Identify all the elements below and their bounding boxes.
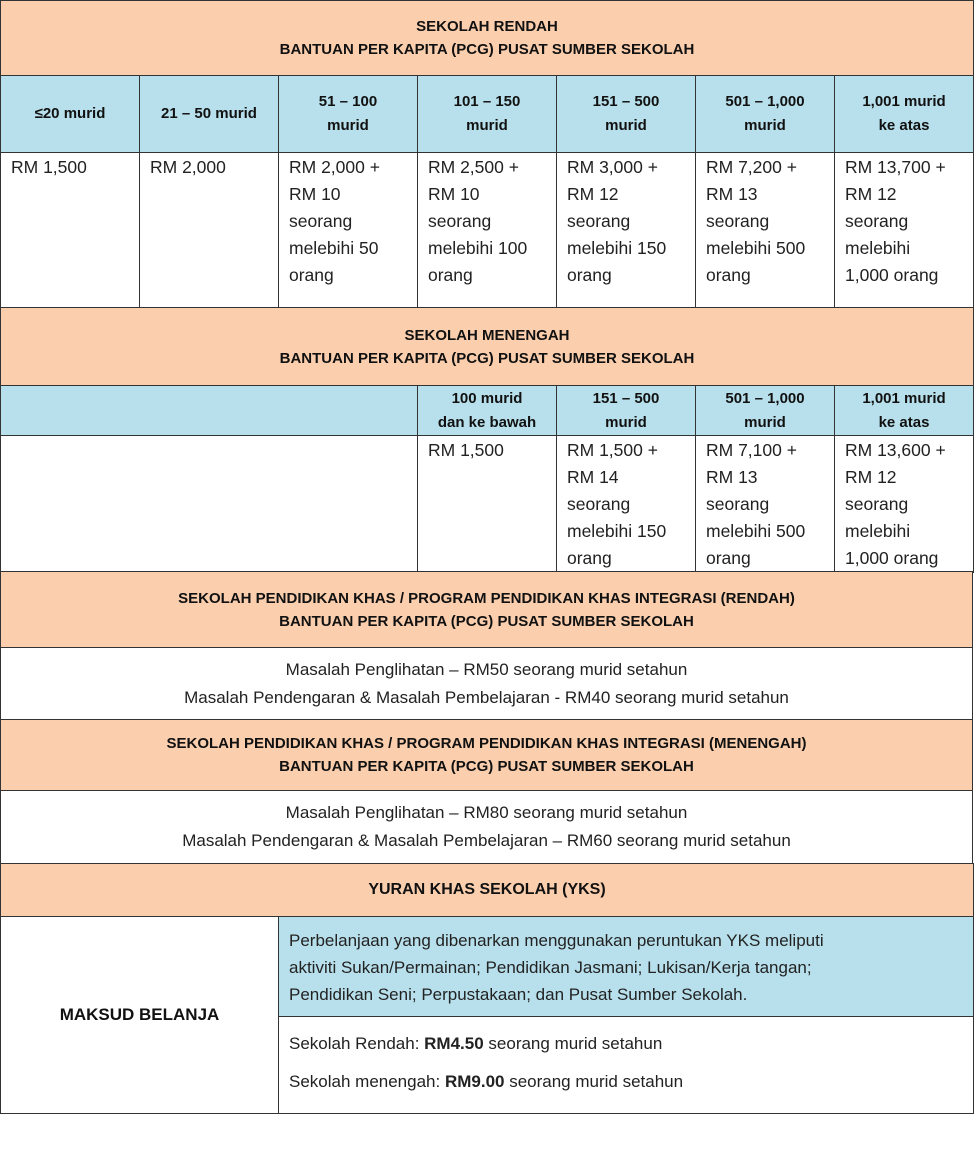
rendah-col-header: 51 – 100 murid (279, 76, 418, 153)
menengah-col-header: 151 – 500 murid (557, 386, 696, 436)
menengah-title: SEKOLAH MENENGAH (404, 326, 570, 344)
khas-menengah-line2: Masalah Pendengaran & Masalah Pembelajaran – RM60 seorang murid setahun (182, 831, 791, 850)
menengah-value-cell: RM 1,500 + RM 14 seorang melebihi 150 orang (557, 436, 696, 573)
khas-menengah-line1: Masalah Penglihatan – RM80 seorang murid setahun (285, 803, 688, 822)
rendah-col-header: 501 – 1,000 murid (696, 76, 835, 153)
yks-rates (279, 1017, 974, 1114)
rendah-col-header: 151 – 500 murid (557, 76, 696, 153)
khas-rendah-subtitle: BANTUAN PER KAPITA (PCG) PUSAT SUMBER SEKOLAH (279, 612, 694, 630)
rendah-col-header: ≤20 murid (1, 76, 140, 153)
khas-rendah-header (1, 572, 973, 648)
yks-table (0, 863, 974, 1114)
khas-menengah-body (1, 791, 973, 864)
menengah-col-header: 100 murid dan ke bawah (418, 386, 557, 436)
rendah-value-cell: RM 13,700 + RM 12 seorang melebihi 1,000 orang (835, 153, 974, 308)
menengah-value-cell: RM 13,600 + RM 12 seorang melebihi 1,000 orang (835, 436, 974, 573)
menengah-value-cell: RM 1,500 (418, 436, 557, 573)
menengah-blank-header (1, 386, 418, 436)
yks-rendah-rate: Sekolah Rendah: RM4.50 seorang murid setahun (289, 1034, 663, 1053)
rendah-value-cell: RM 2,000 + RM 10 seorang melebihi 50 orang (279, 153, 418, 308)
rendah-title: SEKOLAH RENDAH (416, 18, 558, 35)
maksud-belanja-label: MAKSUD BELANJA (1, 917, 279, 1114)
menengah-col-header: 1,001 murid ke atas (835, 386, 974, 436)
menengah-subtitle: BANTUAN PER KAPITA (PCG) PUSAT SUMBER SEKOLAH (279, 349, 695, 367)
menengah-table (0, 307, 974, 573)
khas-menengah-title: SEKOLAH PENDIDIKAN KHAS / PROGRAM PENDIDIKAN KHAS INTEGRASI (MENENGAH) (166, 735, 807, 752)
rendah-subtitle: BANTUAN PER KAPITA (PCG) PUSAT SUMBER SEKOLAH (279, 41, 695, 58)
rendah-col-header: 1,001 murid ke atas (835, 76, 974, 153)
rendah-header (1, 1, 974, 76)
rendah-col-header: 101 – 150 murid (418, 76, 557, 153)
khas-rendah-table (0, 571, 973, 720)
rendah-value-cell: RM 2,500 + RM 10 seorang melebihi 100 orang (418, 153, 557, 308)
menengah-col-header: 501 – 1,000 murid (696, 386, 835, 436)
rendah-value-cell: RM 7,200 + RM 13 seorang melebihi 500 orang (696, 153, 835, 308)
yks-menengah-rate: Sekolah menengah: RM9.00 seorang murid setahun (289, 1072, 684, 1091)
rendah-value-cell: RM 3,000 + RM 12 seorang melebihi 150 orang (557, 153, 696, 308)
khas-rendah-line2: Masalah Pendengaran & Masalah Pembelajaran - RM40 seorang murid setahun (184, 687, 789, 707)
khas-rendah-body (1, 648, 973, 720)
rendah-col-header: 21 – 50 murid (140, 76, 279, 153)
yks-title: YURAN KHAS SEKOLAH (YKS) (1, 864, 974, 917)
khas-menengah-header (1, 720, 973, 791)
menengah-header (1, 308, 974, 386)
rendah-table (0, 0, 974, 308)
rendah-value-cell: RM 1,500 (1, 153, 140, 308)
menengah-value-cell: RM 7,100 + RM 13 seorang melebihi 500 orang (696, 436, 835, 573)
khas-menengah-subtitle: BANTUAN PER KAPITA (PCG) PUSAT SUMBER SEKOLAH (279, 758, 694, 775)
menengah-blank-cell (1, 436, 418, 573)
khas-menengah-table (0, 719, 973, 864)
khas-rendah-line1: Masalah Penglihatan – RM50 seorang murid setahun (285, 659, 688, 679)
khas-rendah-title: SEKOLAH PENDIDIKAN KHAS / PROGRAM PENDIDIKAN KHAS INTEGRASI (RENDAH) (178, 589, 795, 607)
yks-description: Perbelanjaan yang dibenarkan menggunakan peruntukan YKS meliputi aktiviti Sukan/Permainan; Pendidikan Jasmani; Lukisan/Kerja tangan; Pendidikan Seni; Perpustakaan; dan Pusat Sumber Sekolah. (279, 917, 974, 1017)
rendah-value-cell: RM 2,000 (140, 153, 279, 308)
